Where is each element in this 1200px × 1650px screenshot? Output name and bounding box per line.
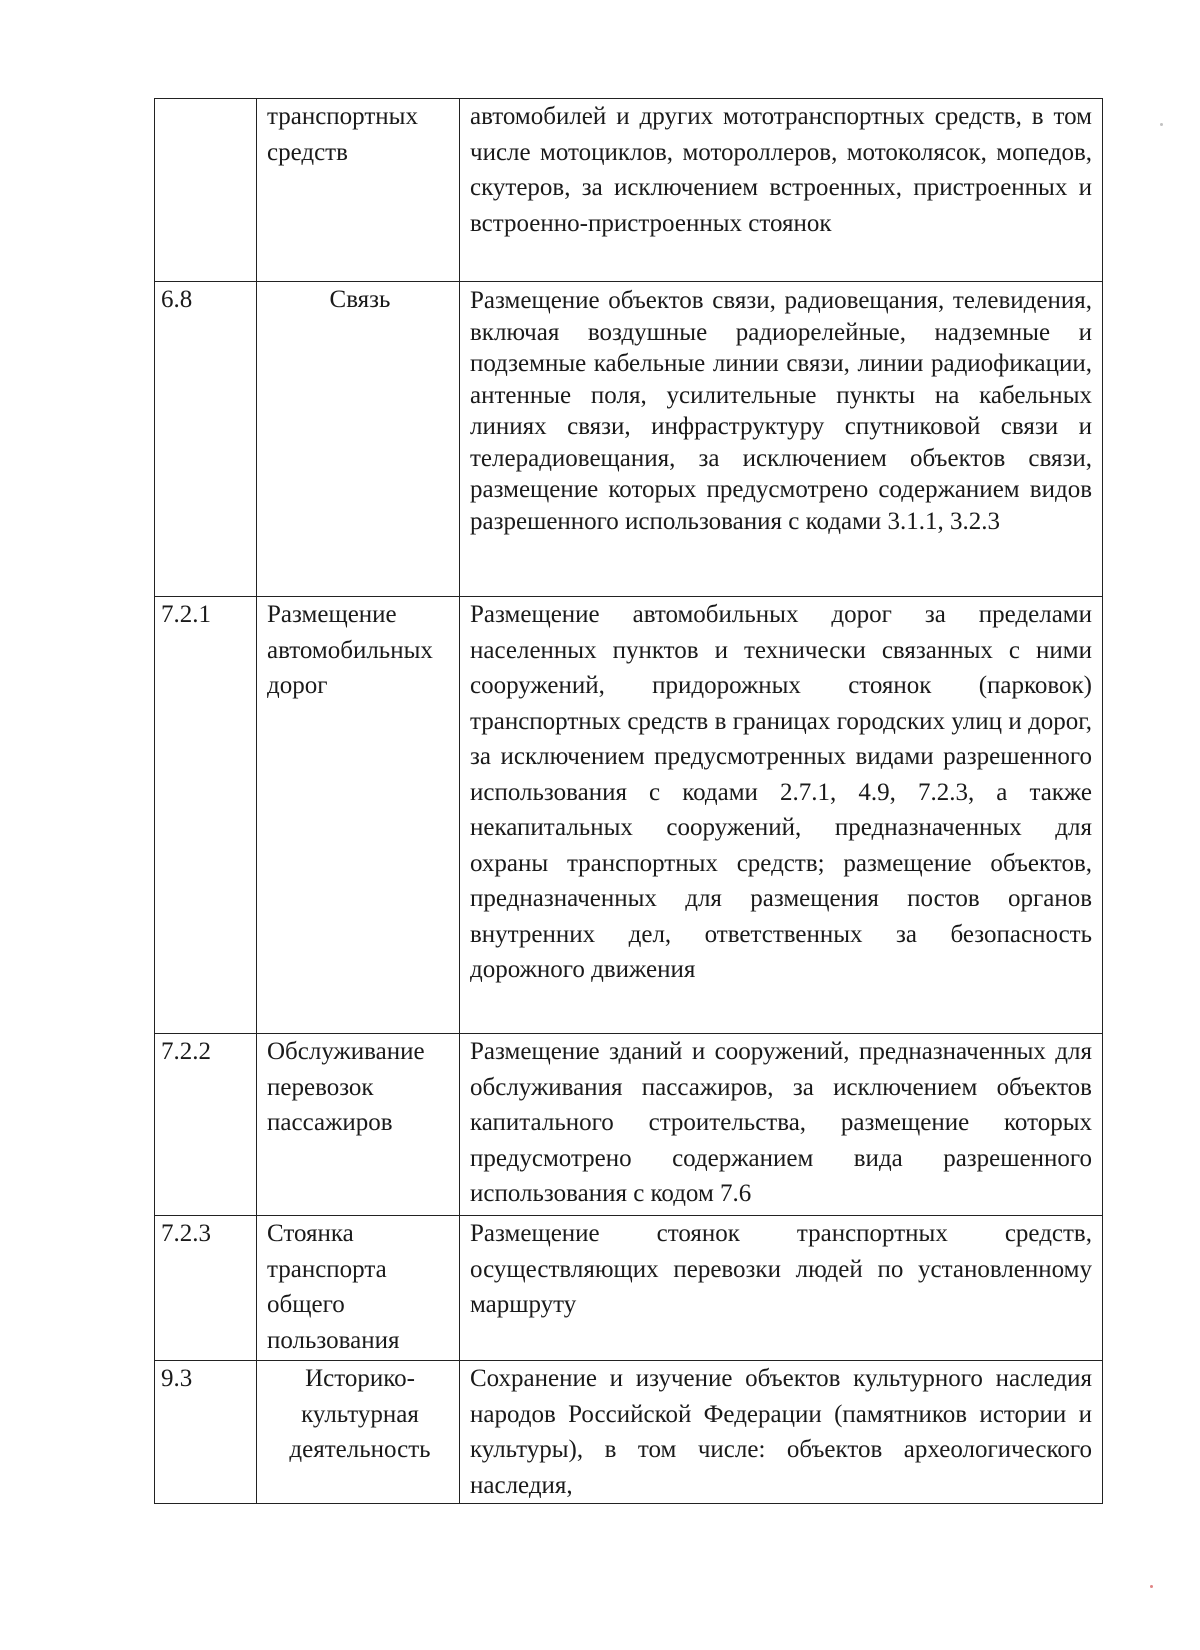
description-cell <box>460 1361 1103 1504</box>
name-cell <box>257 1361 460 1504</box>
scan-speck <box>1150 1585 1153 1588</box>
description-cell <box>460 597 1103 1034</box>
code-text: 7.2.3 <box>161 1220 211 1247</box>
code-text: 6.8 <box>161 286 193 313</box>
name-cell <box>257 282 460 597</box>
code-cell <box>155 99 257 282</box>
table-row <box>155 597 1103 1034</box>
description-cell <box>460 282 1103 597</box>
name-cell <box>257 597 460 1034</box>
description-text: Размещение автомобильных дорог за пределами населенных пунктов и технически связанных с ними сооружений, придорожных стоянок (парковок) транспортных средств в границах городских улиц и дорог, за исключением предусмотренных видами разрешенного использования с кодами 2.7.1, 4.9, 7.2.3, а также некапитальных сооружений, предназначенных для охраны транспортных средств; размещение объектов, предназначенных для размещения постов органов внутренних дел, ответственных за безопасность дорожного движения <box>470 601 1092 983</box>
code-cell <box>155 597 257 1034</box>
name-text: Стоянка транспорта общего пользования <box>267 1220 400 1354</box>
code-text: 9.3 <box>161 1365 193 1392</box>
table-row <box>155 99 1103 282</box>
description-cell <box>460 1034 1103 1216</box>
name-cell <box>257 1216 460 1361</box>
name-cell <box>257 1034 460 1216</box>
table-row <box>155 282 1103 597</box>
description-text: автомобилей и других мототранспортных средств, в том числе мотоциклов, мотороллеров, мотоколясок, мопедов, скутеров, за исключением встроенных, пристроенных и встроенно-пристроенных стоянок <box>470 103 1092 237</box>
table-row <box>155 1216 1103 1361</box>
table-row <box>155 1361 1103 1504</box>
description-cell <box>460 1216 1103 1361</box>
description-cell <box>460 99 1103 282</box>
description-text: Размещение стоянок транспортных средств, осуществляющих перевозки людей по установленному маршруту <box>470 1220 1092 1318</box>
name-text: Связь <box>329 286 391 313</box>
name-text: транспортных средств <box>267 103 418 166</box>
name-text: Обслуживание перевозок пассажиров <box>267 1038 425 1136</box>
name-text: Историко-культурная деятельность <box>289 1365 431 1463</box>
description-text: Сохранение и изучение объектов культурного наследия народов Российской Федерации (памятников истории и культуры), в том числе: объектов археологического наследия, <box>470 1365 1092 1499</box>
code-cell <box>155 1361 257 1504</box>
description-text: Размещение объектов связи, радиовещания, телевидения, включая воздушные радиорелейные, надземные и подземные кабельные линии связи, линии радиофикации, антенные поля, усилительные пункты на кабельных линиях связи, инфраструктуру спутниковой связи и телерадиовещания, за исключением объектов связи, размещение которых предусмотрено содержанием видов разрешенного использования с кодами 3.1.1, 3.2.3 <box>470 287 1092 535</box>
code-text: 7.2.2 <box>161 1038 211 1065</box>
code-cell <box>155 282 257 597</box>
land-use-table <box>154 98 1103 1504</box>
code-cell <box>155 1216 257 1361</box>
code-cell <box>155 1034 257 1216</box>
description-text: Размещение зданий и сооружений, предназначенных для обслуживания пассажиров, за исключением объектов капитального строительства, размещение которых предусмотрено содержанием вида разрешенного использования с кодом 7.6 <box>470 1038 1092 1207</box>
name-text: Размещение автомобильных дорог <box>267 601 433 699</box>
name-cell <box>257 99 460 282</box>
scan-speck <box>1160 123 1163 126</box>
code-text: 7.2.1 <box>161 601 211 628</box>
table-row <box>155 1034 1103 1216</box>
